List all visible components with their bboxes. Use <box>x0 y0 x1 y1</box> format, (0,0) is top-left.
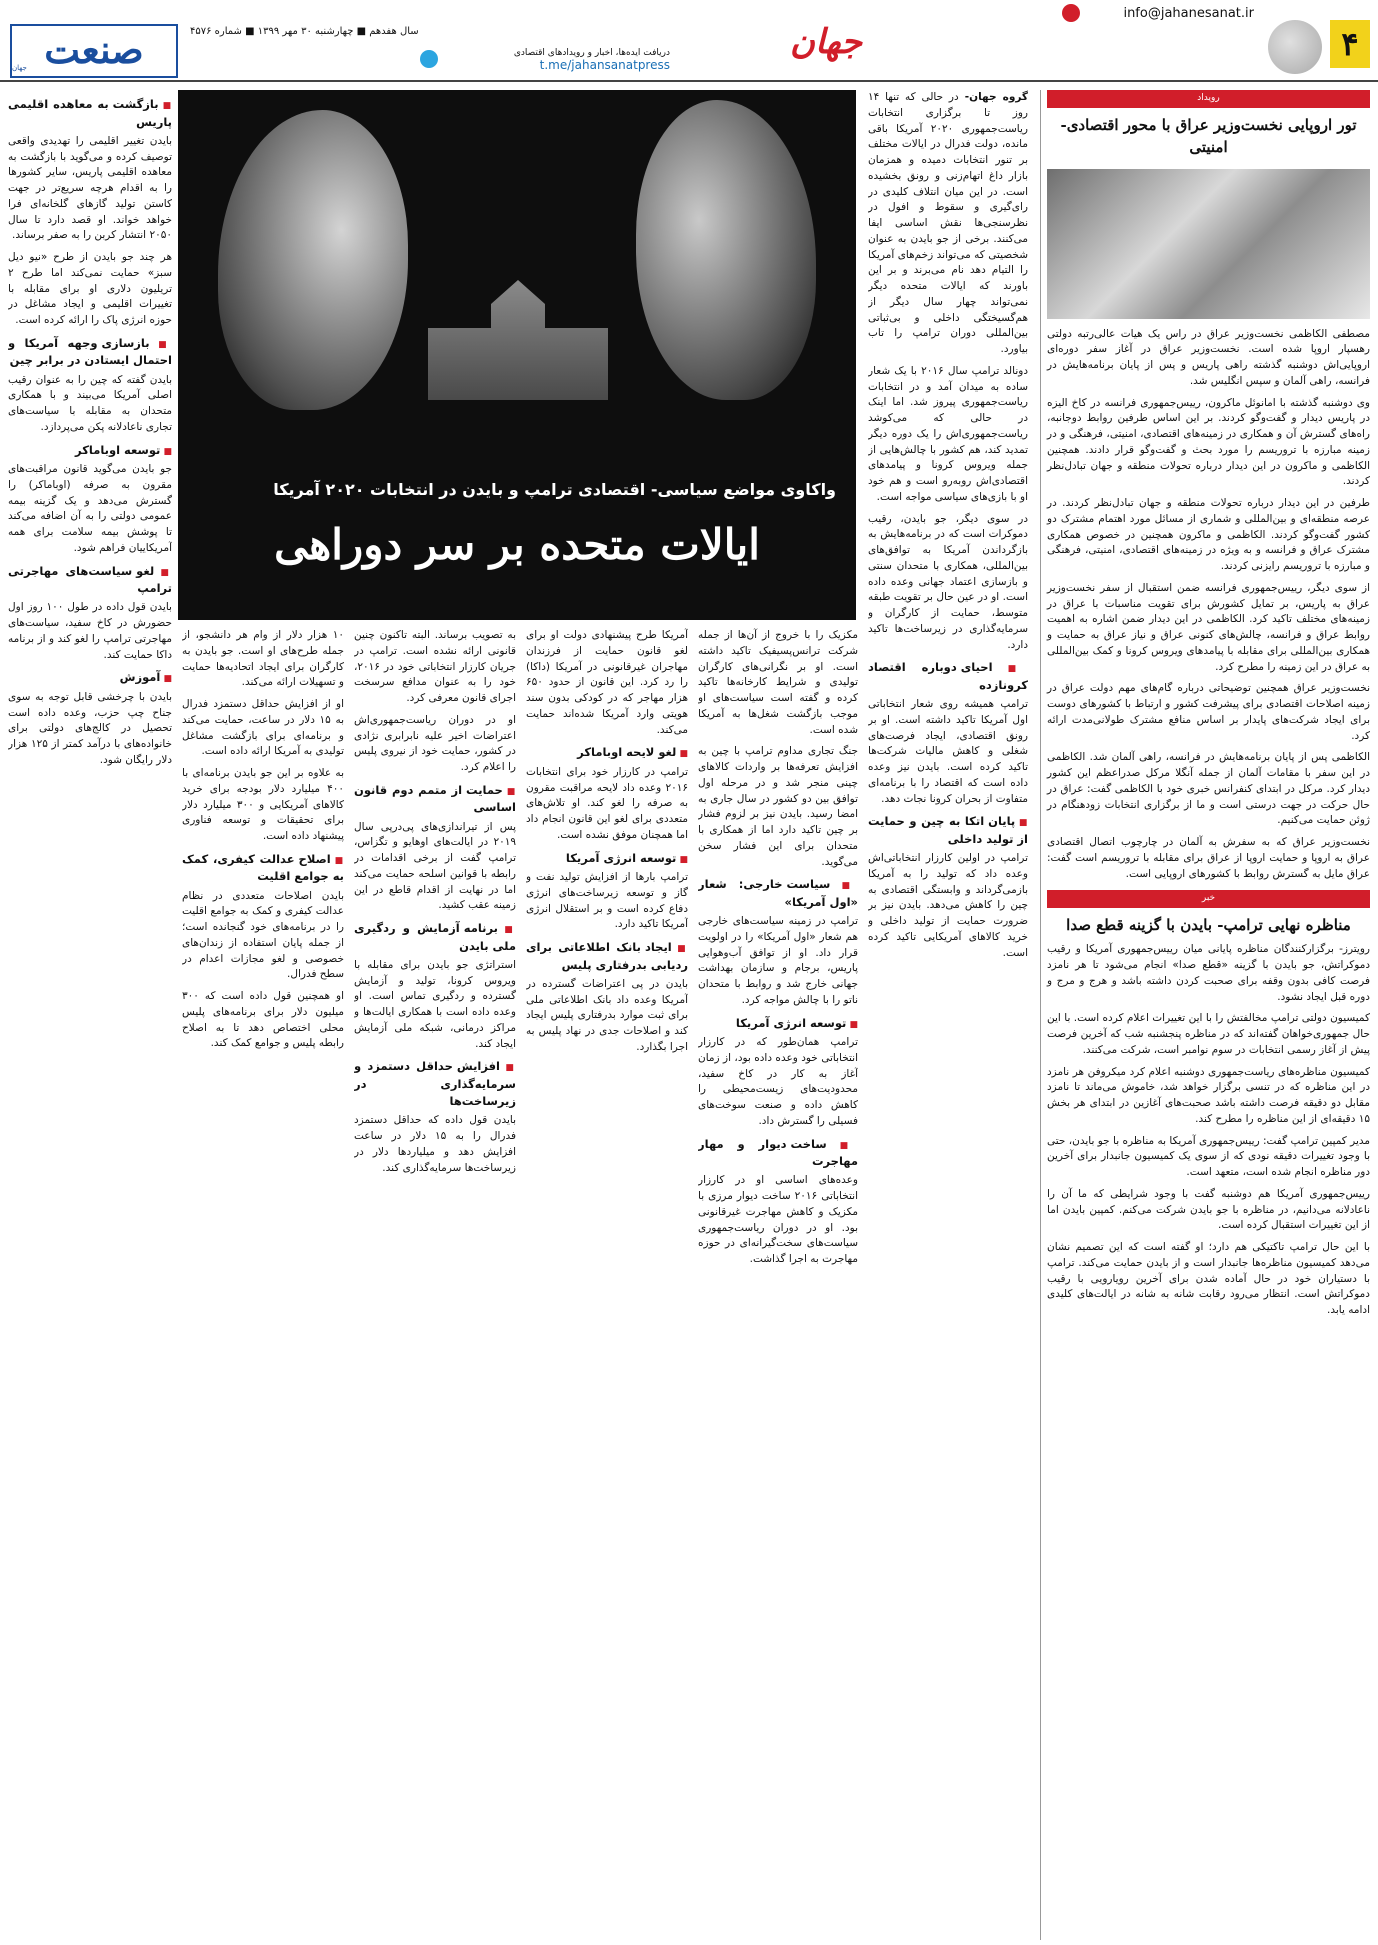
logo-subtext: جهان <box>12 64 27 72</box>
paragraph <box>698 744 858 870</box>
paragraph-text: هر چند جو بایدن از طرح «نیو دیل سبز» حمایت نمی‌کند اما طرح ۲ تریلیون دلاری او برای مقابله با تغییرات اقلیمی و ایجاد مشاغل در حوزه انرژی پاک را ارائه کرده است. <box>8 251 172 326</box>
paragraph-text: ۱۰ هزار دلار از وام هر دانشجو، از جمله طرح‌های او است. جو بایدن به کارگران برای ایجاد اتحادیه‌ها حمایت و تسهیلات ارائه می‌کند. <box>182 629 344 689</box>
paragraph <box>8 462 172 557</box>
right-column <box>1040 90 1370 1940</box>
paragraph <box>698 1173 858 1268</box>
paragraph <box>354 820 516 915</box>
paragraph <box>526 977 688 1056</box>
header-divider <box>0 80 1378 82</box>
hero-image <box>178 90 856 620</box>
article-column-5 <box>182 628 344 1940</box>
paragraph-text: بایدن اصلاحات متعددی در نظام عدالت کیفری و کمک به جوامع اقلیت را در برنامه‌های خود گنجانده است؛ از جمله پایان استفاده از زندان‌های خصوصی و لغو مجازات اعدام در سطح فدرال. <box>182 889 344 981</box>
subheading: ■ ایجاد بانک اطلاعاتی برای ردیابی بدرفتاری پلیس <box>526 939 688 974</box>
paragraph <box>354 958 516 1053</box>
paragraph-text: جنگ تجاری مداوم ترامپ با چین به افزایش تعرفه‌ها بر واردات کالاهای چینی منجر شد و در مرحله اول توافق بین دو کشور در سال جاری به امضا رسید. بایدن نیز بر لزوم فشار بر چین تاکید دارد اما از همکاری با متحدان برای این فشار سخن می‌گوید. <box>698 745 858 868</box>
section-logo: جهان <box>790 22 863 62</box>
telegram-link[interactable]: t.me/jahansanatpress <box>539 58 670 72</box>
white-house-image <box>428 280 608 400</box>
paragraph-text: دونالد ترامپ سال ۲۰۱۶ با یک شعار ساده به میدان آمد و در انتخابات ریاست‌جمهوری پیروز شد. اما اینک در حالی که می‌کوشد ریاست‌جمهوری‌اش را یک دوره دیگر تمدید کند، هم کشور با چالش‌هایی از جمله ویروس کرونا و پیامدهای اقتصادی‌اش روبه‌رو است و هم خود او با بازی‌های سیاسی مواجه است. <box>868 364 1028 503</box>
paragraph-text: استراتژی جو بایدن برای مقابله با ویروس کرونا، تولید و آزمایش گسترده و ردگیری تماس است. او وعده داده است با همکاری ایالت‌ها و مراکز درمانی، شبکه ملی آزمایش ایجاد کند. <box>354 958 516 1050</box>
subheading: ■ لغو سیاست‌های مهاجرتی ترامپ <box>8 563 172 598</box>
paragraph-text: بایدن قول داده در طول ۱۰۰ روز اول حضورش در کاخ سفید، سیاست‌های مهاجرتی ترامپ را لغو کند و از برنامه داکا حمایت کند. <box>8 601 172 661</box>
portrait-right <box>636 100 816 400</box>
paragraph <box>182 766 344 845</box>
telegram-text: دریافت ایده‌ها، اخبار و رویدادهای اقتصادی <box>513 48 670 58</box>
paragraph-text: بایدن تغییر اقلیمی را تهدیدی واقعی توصیف کرده و می‌گوید با بازگشت به معاهده اقلیمی پاریس، سایر کشورها را به اقدام هرچه سریع‌تر در جهت کاستن تولید گازهای گلخانه‌ای فرا خواهد خواند. او قصد دارد تا سال ۲۰۵۰ انتشار کربن را به صفر برساند. <box>8 134 172 242</box>
paragraph <box>526 765 688 844</box>
paragraph-text: او در دوران ریاست‌جمهوری‌اش اعتراضات اخیر علیه نابرابری نژادی در کشور، حمایت خود از نیروی پلیس را اعلام کرد. <box>354 713 516 773</box>
subheading: ■ حمایت از متمم دوم قانون اساسی <box>354 782 516 817</box>
paragraph-text: ترامپ بارها از افزایش تولید نفت و گاز و توسعه زیرساخت‌های انرژی دفاع کرده است و بر استقلال انرژی آمریکا تاکید دارد. <box>526 871 688 931</box>
paragraph-text: او از افزایش حداقل دستمزد فدرال به ۱۵ دلار در ساعت، حمایت می‌کند و برنامه‌ای برای بازگشت مشاغل تولیدی به آمریکا ارائه داده است. <box>182 698 344 758</box>
paragraph <box>868 851 1028 961</box>
subheading: ■ آموزش <box>8 669 172 687</box>
paragraph <box>698 628 858 738</box>
paragraph-text: به تصویب برساند. البته تاکنون چنین قانونی ارائه نشده است. ترامپ در جریان کارزار انتخاباتی خود در ۲۰۱۶، خود را به عنوان مدافع سرسخت اجرای قانون معرفی کرد. <box>354 629 516 704</box>
paragraph <box>526 870 688 933</box>
paragraph-text: در حالی که تنها ۱۴ روز تا برگزاری انتخابات ریاست‌جمهوری ۲۰۲۰ آمریکا باقی مانده، دولت فدرال در ایالات مختلف بر تنور انتخابات دمیده و همزمان بازار داغ اتهام‌زنی و رونق بخشیده است. در این میان انتلاف کلیدی در رای‌گیری و سقوط و افول در نظرسنجی‌ها نقش اساسی ایفا می‌کنند. برخی از جو بایدن به عنوان شخصیتی که می‌تواند زخم‌های آمریکا را التیام دهد نام می‌برند و بر این باورند که ایالات متحده دیگر نمی‌تواند چهار سال دیگر از هم‌گسیختگی داخلی و بی‌ثباتی بین‌المللی دوران ترامپ را تاب بیاورد. <box>868 91 1028 355</box>
main-title[interactable]: ایالات متحده بر سر دوراهی <box>274 520 760 569</box>
paragraph <box>354 1113 516 1176</box>
paragraph <box>354 628 516 707</box>
paragraph <box>354 713 516 776</box>
news-kicker: خبر <box>1047 890 1370 908</box>
globe-icon <box>1268 20 1322 74</box>
page-header <box>0 0 1378 86</box>
subheading: ■ برنامه آزمایش و ردگیری ملی بایدن <box>354 920 516 955</box>
paragraph-text: وعده‌های اساسی او در کارزار انتخاباتی ۲۰۱۶ ساخت دیوار مرزی با مکزیک و کاهش مهاجرت غیرقانونی بود. او در دوران ریاست‌جمهوری سیاست‌های سخت‌گیرانه‌ای در حوزه مهاجرت به اجرا گذاشت. <box>698 1174 858 1265</box>
paragraph: کمیسیون دولتی ترامپ مخالفتش را با این تغییرات اعلام کرده است. با این حال جمهوری‌خواهان گفته‌اند که در مناظره پنجشنبه شب که آخرین فرصت پیش از آغاز رسمی انتخابات در سوم نوامبر است، شرکت می‌کنند. <box>1047 1012 1370 1056</box>
subheading: ■ پایان اتکا به چین و حمایت از تولید داخلی <box>868 813 1028 848</box>
mail-icon <box>1062 4 1080 22</box>
paragraph-text: ترامپ در اولین کارزار انتخاباتی‌اش وعده داد که تولید را به آمریکا بازمی‌گرداند و وابستگی اقتصادی به چین را کاهش می‌دهد. بایدن نیز بر ضرورت حمایت از تولید داخلی و خرید کالاهای آمریکایی تاکید کرده است. <box>868 852 1028 959</box>
paragraph: رویترز- برگزارکنندگان مناظره پایانی میان رییس‌جمهوری آمریکا و رقیب دموکراتش، جو بایدن با گزینه «قطع صدا» انجام می‌شود تا هر نامزد فرصت کافی بدون وقفه برای صحبت کردن داشته باشد و هرج و مرج و دوره قبل ایجاد نشود. <box>1047 943 1370 1003</box>
event-kicker: رویداد <box>1047 90 1370 108</box>
paragraph <box>8 373 172 436</box>
subheading: ■ ساخت دیوار و مهار مهاجرت <box>698 1136 858 1171</box>
paragraph <box>868 90 1028 358</box>
right-headline-2[interactable]: مناظره نهایی ترامپ- بایدن با گزینه قطع صدا <box>1066 915 1351 934</box>
paragraph <box>526 628 688 738</box>
news-photo <box>1047 169 1370 319</box>
paragraph-text: ترامپ در کارزار خود برای انتخابات ۲۰۱۶ وعده داد لایحه مراقبت مقرون به صرفه را لغو کند. او تلاش‌های متعددی برای لغو این قانون انجام داد اما همچنان موفق نشده است. <box>526 765 688 841</box>
subheading: ■ توسعه اوباماکر <box>8 442 172 460</box>
paragraph-text: ترامپ در زمینه سیاست‌های خارجی هم شعار «اول آمریکا» را در اولویت قرار داد. او از توافق آب‌وهوایی پاریس، برجام و سازمان بهداشت جهانی خارج شد و روابط با متحدان ناتو را با چالش مواجه کرد. <box>698 915 858 1006</box>
paragraph <box>182 989 344 1052</box>
paragraph-text: بایدن قول داده که حداقل دستمزد فدرال را به ۱۵ دلار در ساعت افزایش دهد و میلیاردها دلار در زیرساخت‌ها سرمایه‌گذاری کند. <box>354 1114 516 1174</box>
paragraph-text: بایدن گفته که چین را به عنوان رقیب اصلی آمریکا می‌بیند و با همکاری متحدان به مقابله با سیاست‌های تجاری ناعادلانه پکن می‌پردازد. <box>8 373 172 433</box>
paragraph: با این حال ترامپ تاکتیکی هم دارد؛ او گفته است که این تصمیم نشان می‌دهد کمیسیون مناظره‌ها جانبدار است و از بایدن حمایت می‌کند. ترامپ با دستیاران خود در حال آماده شدن برای آخرین رویارویی با رقیب دموکراتش است. انتظار می‌رود رقابت شانه به شانه در ایالت‌های کلیدی ادامه یابد. <box>1047 1241 1370 1316</box>
paragraph: مدیر کمپین ترامپ گفت: رییس‌جمهوری آمریکا به مناظره با جو بایدن، حتی با وجود تغییرات دقیقه نودی که از سوی یک کمیسیون جانبدار برای آخرین دور مناظره انجام شده است، متعهد است. <box>1047 1134 1370 1178</box>
subheading: ■ احیای دوباره اقتصاد کرونازده <box>868 659 1028 694</box>
paragraph-text: بایدن با چرخشی قابل توجه به سوی جناح چپ حزب، وعده داده است تحصیل در کالج‌های دولتی برای خانواده‌های با درآمد کمتر از ۱۲۵ هزار دلار رایگان شود. <box>8 690 172 766</box>
paragraph-text: به علاوه بر این جو بایدن برنامه‌ای با ۴۰۰ میلیارد دلار بودجه برای خرید کالاهای آمریکایی و ۳۰۰ میلیارد دلار برای تحقیقات و توسعه فناوری پیشنهاد داده است. <box>182 767 344 842</box>
article-column-1 <box>868 90 1028 1940</box>
article-column-2 <box>698 628 858 1940</box>
paragraph <box>868 512 1028 654</box>
paragraph-text: ترامپ همان‌طور که در کارزار انتخاباتی خود وعده داده بود، از زمان آغاز به کار در کاخ سفید، محدودیت‌های زیست‌محیطی را کاهش داده و صنعت سوخت‌های فسیلی را گسترش داد. <box>698 1036 858 1127</box>
article-column-6 <box>8 90 172 1940</box>
paragraph: طرفین در این دیدار درباره تحولات منطقه و جهان تبادل‌نظر کردند. در عرصه منطقه‌ای و بین‌المللی و شماری از مسائل مورد اهتمام مشترک دو کشور گفت‌وگو کردند. الکاظمی و ماکرون همچنین در خصوص همکاری مشترک عراق و فرانسه و به ویژه در زمینه‌های اقتصادی، امنیتی، فرهنگی و مبارزه با تروریسم رایزنی کردند. <box>1047 497 1370 572</box>
paragraph: نخست‌وزیر عراق همچنین توضیحاتی درباره گام‌های مهم دولت عراق در زمینه اصلاحات اقتصادی برای پیشرفت کشور و ارتباط با کشورهای دوست برای ایجاد شرکت‌های پایدار بر اساس منافع مشترک طولانی‌مدت ارائه کرد. <box>1047 682 1370 742</box>
paragraph-text: ترامپ همیشه روی شعار انتخاباتی اول آمریکا تاکید داشته است. او بر رونق اقتصادی، ایجاد فرصت‌های شغلی و کاهش مالیات شرکت‌ها تاکید کرده است. بایدن نیز وعده داده است که اقتصاد را با برنامه‌ای متفاوت از بحران کرونا نجات دهد. <box>868 698 1028 805</box>
article-column-3 <box>526 628 688 1940</box>
right-article-body <box>1047 327 1370 883</box>
subheading: ■ لغو لایحه اوباماکر <box>526 744 688 762</box>
paragraph-text: در سوی دیگر، جو بایدن، رقیب دموکرات است که در برنامه‌هایش به بازگرداندن آمریکا به توافق‌های بین‌المللی، همکاری با متحدان سنتی و بازسازی اعتماد جهانی وعده داده است. او در عین حال بر تقویت طبقه متوسط، حمایت از کارگران و سرمایه‌گذاری در زیرساخت‌ها تاکید دارد. <box>868 512 1028 651</box>
right-article-body-2 <box>1047 942 1370 1319</box>
paragraph <box>698 1035 858 1130</box>
subheading: ■ بازگشت به معاهده اقلیمی پاریس <box>8 96 172 131</box>
right-headline[interactable]: تور اروپایی نخست‌وزیر عراق با محور اقتصادی- امنیتی <box>1060 115 1357 156</box>
paragraph <box>8 690 172 769</box>
paragraph <box>8 600 172 663</box>
main-kicker: واکاوی مواضع سیاسی- اقتصادی ترامپ و بایدن در انتخابات ۲۰۲۰ آمریکا <box>273 480 836 499</box>
paragraph <box>868 697 1028 807</box>
paragraph: مصطفی الکاظمی نخست‌وزیر عراق در راس یک هیات عالی‌رتبه دولتی رهسپار اروپا شده است. نخست‌وزیر عراق در آغاز سفر دوره‌ای اروپایی‌اش دوشنبه گذشته راهی پاریس و پس از پایان برنامه‌هایش در فرانسه، راهی آلمان و سپس انگلیس شد. <box>1047 327 1370 387</box>
paragraph-text: بایدن در پی اعتراضات گسترده در آمریکا وعده داد بانک اطلاعاتی ملی برای ثبت موارد بدرفتاری پلیس ایجاد کند و اصلاحات جدی در نهاد پلیس به اجرا بگذارد. <box>526 977 688 1053</box>
subheading: ■ بازسازی وجهه آمریکا و احتمال ایستادن در برابر چین <box>8 335 172 370</box>
subheading: ■ اصلاح عدالت کیفری، کمک به جوامع اقلیت <box>182 851 344 886</box>
newspaper-logo: صنعت <box>10 24 178 78</box>
paragraph-text: او همچنین قول داده است که ۳۰۰ میلیون دلار برای برنامه‌های پلیس محلی اختصاص دهد تا به اصلاح رابطه پلیس و جوامع کمک کند. <box>182 990 344 1050</box>
contact-email[interactable]: info@jahanesanat.ir <box>1123 6 1254 21</box>
paragraph <box>868 364 1028 506</box>
paragraph <box>182 697 344 760</box>
paragraph <box>8 134 172 244</box>
paragraph: کمیسیون مناظره‌های ریاست‌جمهوری دوشنبه اعلام کرد میکروفن هر نامزد در این مناظره که در تنسی برگزار خواهد شد، خاموش می‌ماند تا نامزد مقابل دو دقیقه فرصت داشته باشد صحبت‌های آغازین در ابتدای هر بخش ۱۵ دقیقه‌ای از این مناظره را مطرح کند. <box>1047 1065 1370 1125</box>
subheading: ■ سیاست خارجی: شعار «اول آمریکا» <box>698 876 858 911</box>
paragraph-text: آمریکا طرح پیشنهادی دولت او برای لغو قانون حمایت از فرزندان مهاجران غیرقانونی در آمریکا (داکا) را رد کرد. این قانون از حدود ۶۵۰ هزار مهاجر که در کودکی بدون سند هویتی وارد آمریکا شده‌اند حمایت می‌کند. <box>526 629 688 736</box>
telegram-icon[interactable] <box>420 50 438 68</box>
lead-text: گروه جهان- <box>958 91 1028 103</box>
paragraph-text: جو بایدن می‌گوید قانون مراقبت‌های مقرون به صرفه (اوباماکر) را گسترش می‌دهد و یک گزینه بیمه عمومی دولتی را به آن اضافه می‌کند تا پوشش بیمه سلامت برای همه آمریکاییان فراهم شود. <box>8 463 172 554</box>
paragraph: نخست‌وزیر عراق که به سفرش به آلمان در چارچوب اتصال اقتصادی عراق به اروپا و حمایت اروپا از عراق برای مقابله با تروریسم است گفت: عراق مایل به گسترش روابط با کشورهای اروپایی است. <box>1047 836 1370 880</box>
paragraph: وی دوشنبه گذشته با امانوئل ماکرون، رییس‌جمهوری فرانسه در کاخ الیزه در پاریس دیدار و گفت‌وگو کردند. بر این اساس طرفین روابط دوجانبه، راه‌های گسترش آن و همکاری در زمینه‌های اقتصادی، امنیتی، فرهنگی و در زمینه مبارزه با تروریسم را مورد بحث و گفت‌وگو قرار دادند. همچنین الکاظمی و ماکرون در این دیدار درباره تحولات منطقه و جهان تبادل‌نظر کردند. <box>1047 396 1370 488</box>
paragraph: از سوی دیگر، رییس‌جمهوری فرانسه ضمن استقبال از سفر نخست‌وزیر عراق به پاریس، بر تمایل کشورش برای تقویت مناسبات با عراق در زمینه‌های مختلف تاکید کرد. الکاظمی در این دیدار ضمن اشاره به اهمیت روابط عراق و فرانسه، چالش‌های کنونی عراق و نیاز عراق به حمایت و همکاری بین‌المللی برای مقابله با پیامدهای ویروس کرونا و کمک بین‌المللی به عراق در این زمینه را مطرح کرد. <box>1047 581 1370 673</box>
subheading: ■ توسعه انرژی آمریکا <box>698 1015 858 1033</box>
paragraph-text: پس از تیراندازی‌های پی‌درپی سال ۲۰۱۹ در ایالت‌های اوهایو و تگزاس، ترامپ گفت از برخی اقدامات در رابطه با قوانین اسلحه حمایت می‌کند اما در نهایت از اقدام قاطع در این زمینه عقب کشید. <box>354 820 516 912</box>
portrait-left <box>218 110 408 410</box>
paragraph-text: مکزیک را با خروج از آن‌ها از جمله شرکت ترانس‌پسیفیک تاکید داشته است. او بر نگرانی‌های کارگران تولیدی و شرایط کارخانه‌ها تاکید کرده و گفته است سیاست‌های او موجب بازگشت شغل‌ها به آمریکا شده است. <box>698 629 858 736</box>
subheading: ■ افزایش حداقل دستمزد و سرمایه‌گذاری در زیرساخت‌ها <box>354 1058 516 1110</box>
telegram-promo <box>440 48 670 72</box>
paragraph: رییس‌جمهوری آمریکا هم دوشنبه گفت با وجود شرایطی که ما آن را ناعادلانه می‌دانیم، در مناظره با جو بایدن شرکت می‌کنم. کمپین بایدن اما از این تغییرات استقبال کرده است. <box>1047 1187 1370 1232</box>
paragraph <box>182 628 344 691</box>
main-article <box>8 90 1028 1940</box>
issue-info: سال هفدهم ■ چهارشنبه ۳۰ مهر ۱۳۹۹ ■ شماره ۴۵۷۶ <box>190 26 419 37</box>
paragraph <box>8 250 172 329</box>
paragraph <box>698 914 858 1009</box>
page-number: ۴ <box>1330 20 1370 68</box>
paragraph <box>182 889 344 984</box>
paragraph: الکاظمی پس از پایان برنامه‌هایش در فرانسه، راهی آلمان شد. الکاظمی در این سفر با مقامات آلمان از جمله آنگلا مرکل صدراعظم این کشور دیدار کرد. مرکل در ابتدای کنفرانس خبری خود با الکاظمی گفت: عراق در حال حرکت در جهت درستی است و ما از برگزاری انتخابات زودهنگام در ژوئن حمایت می‌کنیم. <box>1047 751 1370 827</box>
subheading: ■ توسعه انرژی آمریکا <box>526 850 688 868</box>
article-column-4 <box>354 628 516 1940</box>
